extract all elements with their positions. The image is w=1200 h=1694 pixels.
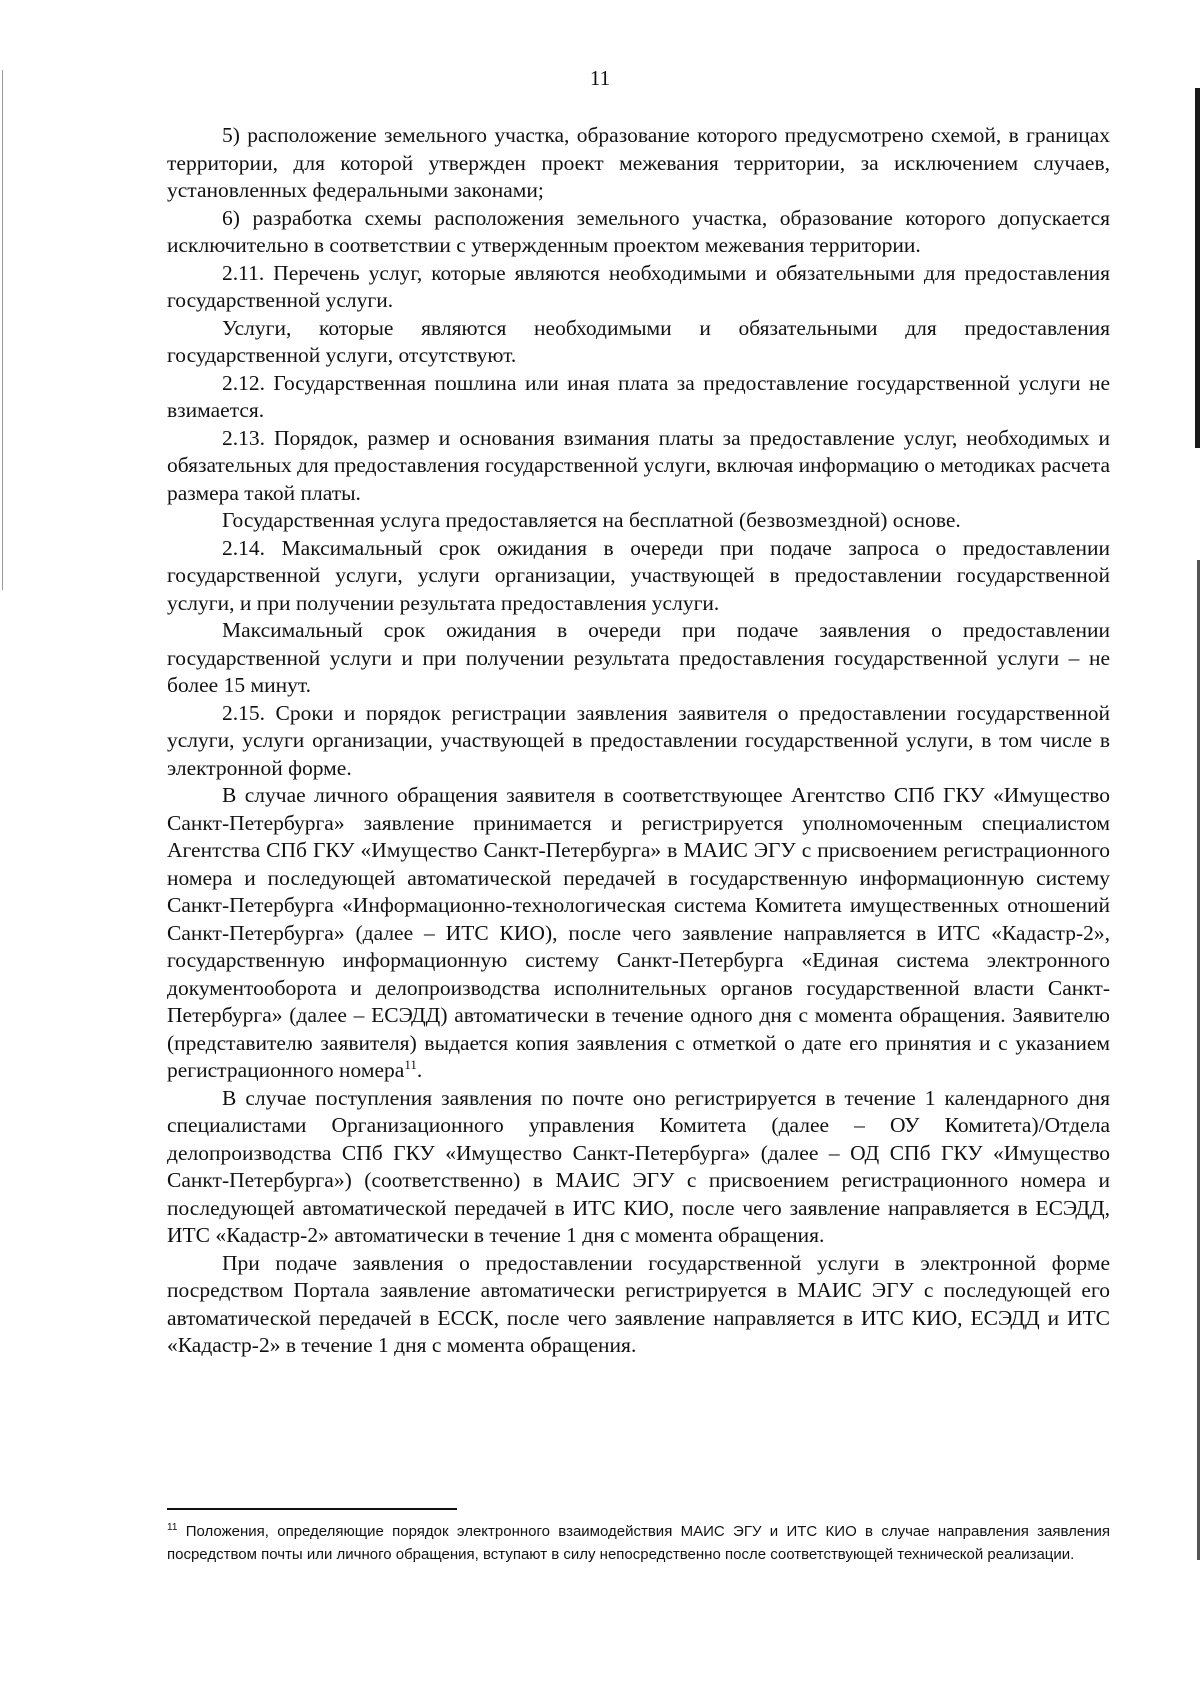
- footnote-text: Положения, определяющие порядок электронного взаимодействия МАИС ЭГУ и ИТС КИО в случае направления заявления посредством почты или личного обращения, вступают в силу непосредственно после соответствующей технической реализации.: [167, 1523, 1110, 1563]
- paragraph: 5) расположение земельного участка, образование которого предусмотрено схемой, в границах территории, для которой утвержден проект межевания территории, за исключением случаев, установленных федеральными законами;: [167, 123, 1110, 202]
- scan-edge-left: [2, 70, 3, 590]
- section-heading: 2.11. Перечень услуг, которые являются необходимыми и обязательными для предоставления государственной услуги.: [167, 260, 1110, 312]
- page-number: 11: [589, 66, 611, 90]
- paragraph: При подаче заявления о предоставлении государственной услуги в электронной форме посредством Портала заявление автоматически регистрируется в МАИС ЭГУ с последующей его автоматической передачей в ЕССК, после чего заявление направляется в ИТС КИО, ЕСЭДД и ИТС «Кадастр-2» в течение 1 дня с момента обращения.: [167, 1250, 1110, 1357]
- footnote: [167, 1520, 1110, 1566]
- footnote-reference: 11: [404, 1056, 417, 1072]
- scan-edge-right: [1195, 88, 1200, 448]
- paragraph: Государственная услуга предоставляется на бесплатной (безвозмездной) основе.: [222, 508, 961, 532]
- section-heading: 2.12. Государственная пошлина или иная плата за предоставление государственной услуги не взимается.: [167, 370, 1110, 422]
- document-body: [167, 122, 1110, 1360]
- section-heading: 2.13. Порядок, размер и основания взимания платы за предоставление услуг, необходимых и обязательных для предоставления государственной услуги, включая информацию о методиках расчета размера такой платы.: [167, 425, 1110, 505]
- footnote-divider: [167, 1508, 457, 1510]
- section-heading: 2.15. Сроки и порядок регистрации заявления заявителя о предоставлении государственной услуги, услуги организации, участвующей в предоставлении государственной услуги, в том числе в электронной форме.: [167, 700, 1110, 780]
- paragraph: Услуги, которые являются необходимыми и обязательными для предоставления государственной услуги, отсутствуют.: [167, 315, 1110, 367]
- paragraph: 6) разработка схемы расположения земельного участка, образование которого допускается исключительно в соответствии с утвержденным проектом межевания территории.: [167, 205, 1110, 257]
- paragraph-with-footnote: [167, 782, 1110, 1085]
- paragraph-end: .: [416, 1058, 423, 1082]
- section-heading: 2.14. Максимальный срок ожидания в очереди при подаче запроса о предоставлении государственной услуги, услуги организации, участвующей в предоставлении государственной услуги, и при получении результата предоставления услуги.: [167, 535, 1110, 615]
- footnote-marker: 11: [167, 1522, 178, 1533]
- paragraph: В случае поступления заявления по почте оно регистрируется в течение 1 календарного дня специалистами Организационного управления Комитета (далее – ОУ Комитета)/Отдела делопроизводства СПб ГКУ «Имущество Санкт-Петербурга» (далее – ОД СПб ГКУ «Имущество Санкт-Петербурга») (соответственно) в МАИС ЭГУ с присвоением регистрационного номера и последующей автоматической передачей в ИТС КИО, после чего заявление направляется в ЕСЭДД, ИТС «Кадастр-2» автоматически в течение 1 дня с момента обращения.: [167, 1085, 1110, 1247]
- paragraph: Максимальный срок ожидания в очереди при подаче заявления о предоставлении государственной услуги и при получении результата предоставления государственной услуги – не более 15 минут.: [167, 618, 1110, 697]
- paragraph-text: В случае личного обращения заявителя в соответствующее Агентство СПб ГКУ «Имущество Санкт-Петербурга» заявление принимается и регистрируется уполномоченным специалистом Агентства СПб ГКУ «Имущество Санкт-Петербурга» в МАИС ЭГУ с присвоением регистрационного номера и последующей автоматической передачей в государственную информационную систему Санкт-Петербурга «Информационно-технологическая система Комитета имущественных отношений Санкт-Петербурга» (далее – ИТС КИО), после чего заявление направляется в ИТС «Кадастр-2», государственную информационную систему Санкт-Петербурга «Единая система электронного документооборота и делопроизводства исполнительных органов государственной власти Санкт-Петербурга» (далее – ЕСЭДД) автоматически в течение одного дня с момента обращения. Заявителю (представителю заявителя) выдается копия заявления с отметкой о дате его принятия и с указанием регистрационного номера: [167, 783, 1110, 1082]
